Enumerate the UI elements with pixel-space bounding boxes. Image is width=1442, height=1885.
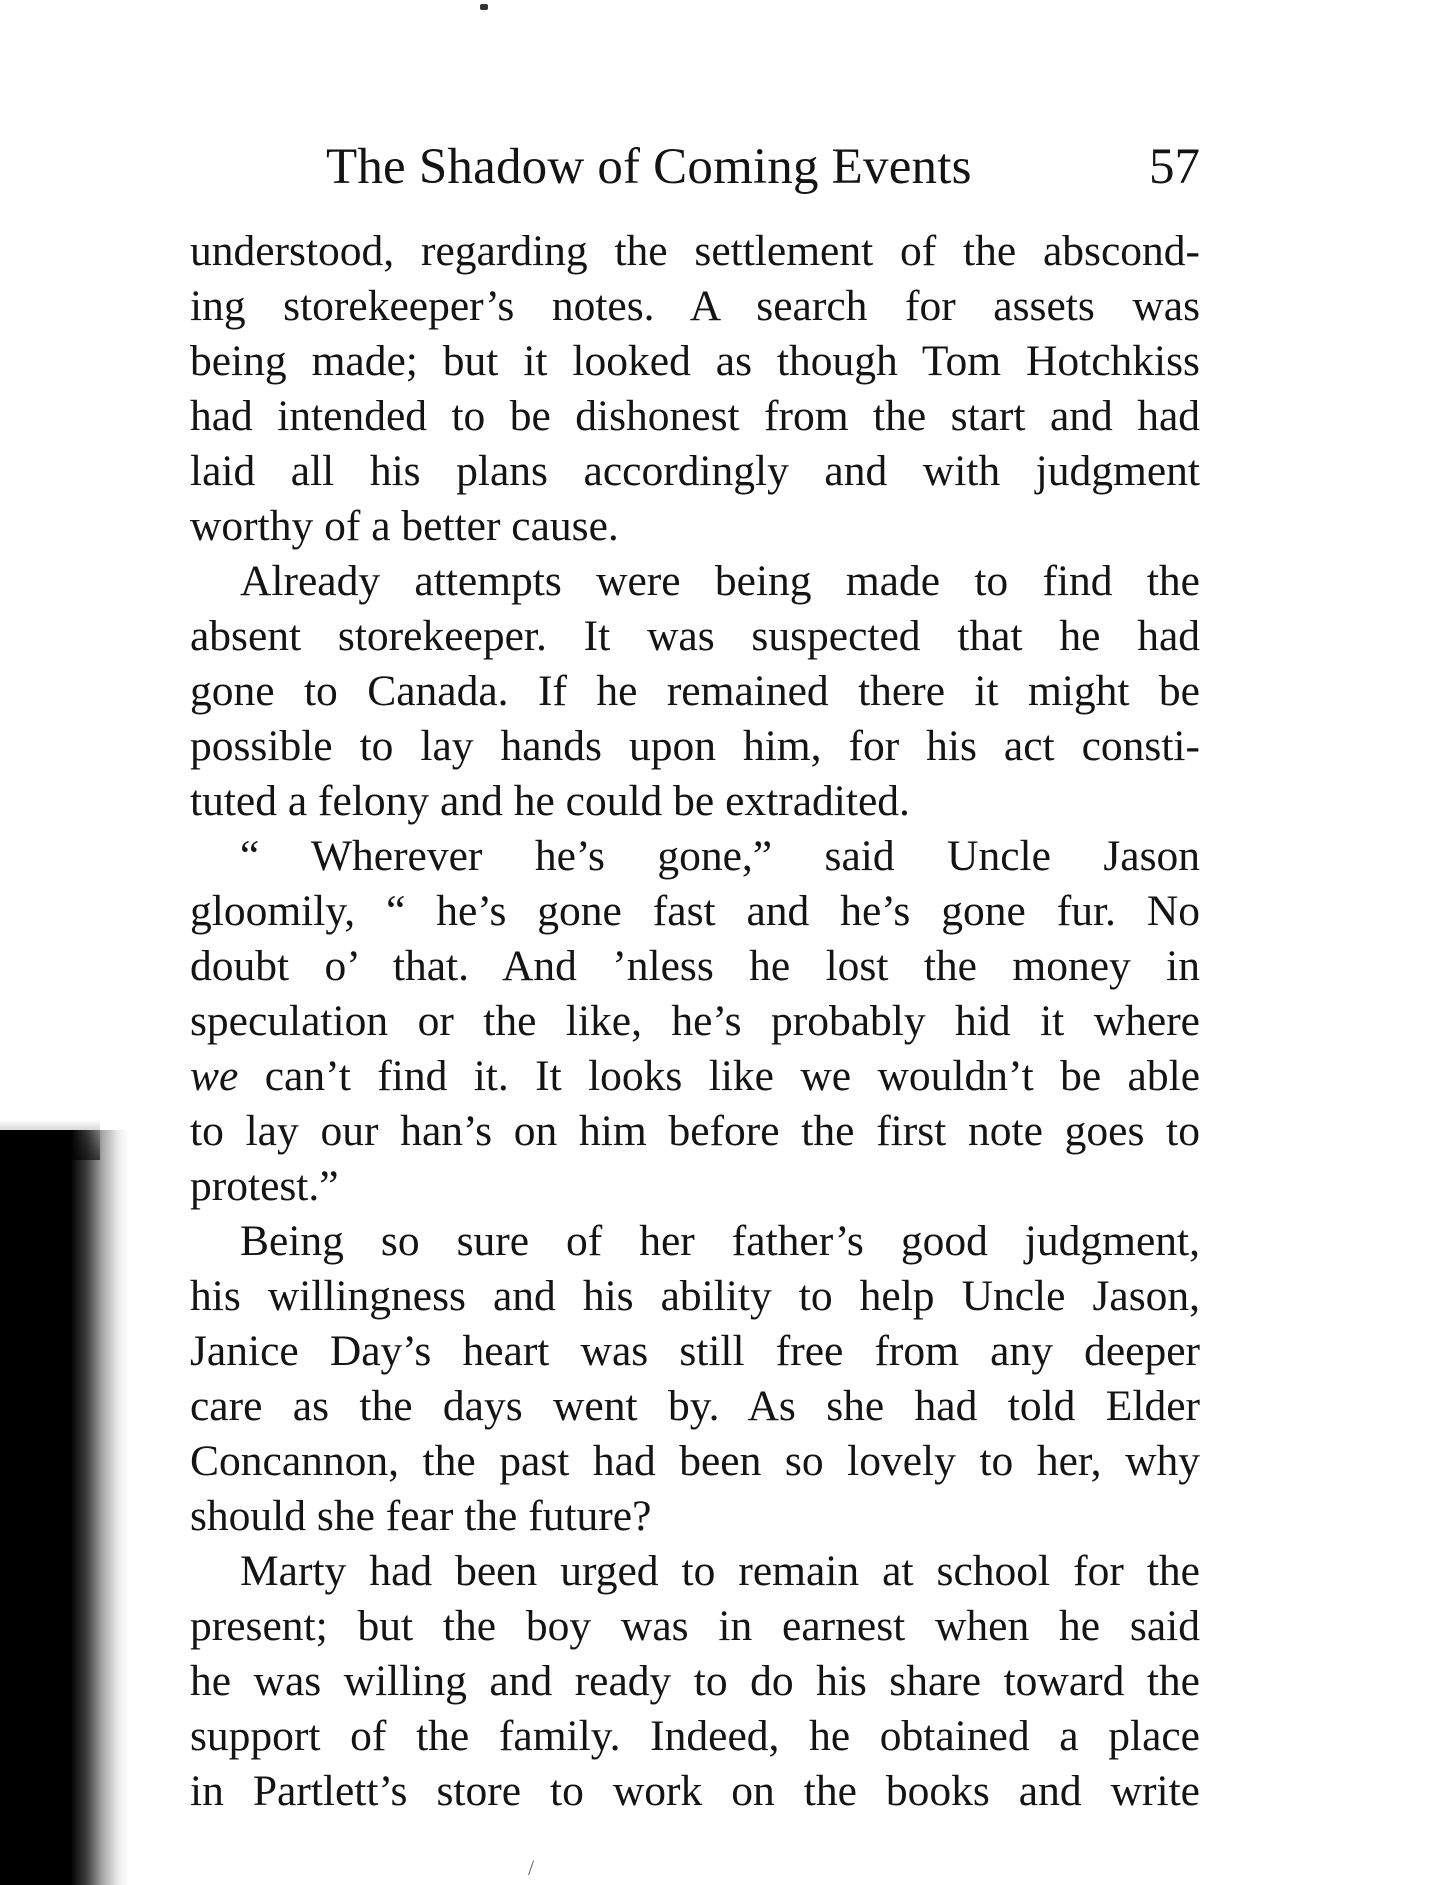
text-line: care as the days went by. As she had told Elder — [190, 1382, 1200, 1430]
text-line: Concannon, the past had been so lovely to her, why — [190, 1437, 1200, 1485]
italic-word: we — [190, 1052, 239, 1100]
chapter-title: The Shadow of Coming Events — [326, 139, 972, 195]
scan-mark — [480, 4, 488, 10]
text-line: to lay our han’s on him before the first note goes to — [190, 1107, 1200, 1155]
text-line: Marty had been urged to remain at school for the — [240, 1547, 1200, 1595]
text-line: Being so sure of her father’s good judgment, — [240, 1217, 1200, 1265]
text-line: he was willing and ready to do his share toward the — [190, 1657, 1200, 1705]
scan-speck: / — [528, 1855, 535, 1880]
page-number: 57 — [1149, 139, 1200, 195]
text-line: absent storekeeper. It was suspected that he had — [190, 612, 1200, 660]
text-line: should she fear the future? — [190, 1492, 652, 1540]
text-line: present; but the boy was in earnest when he said — [190, 1602, 1200, 1650]
text-line-rest: can’t find it. It looks like we wouldn’t be able — [264, 1052, 1200, 1100]
text-line: speculation or the like, he’s probably hid it where — [190, 997, 1200, 1045]
text-line: laid all his plans accordingly and with judgment — [190, 447, 1200, 495]
running-head — [190, 138, 1200, 198]
text-line: his willingness and his ability to help Uncle Jason, — [190, 1272, 1200, 1320]
text-line: gone to Canada. If he remained there it might be — [190, 667, 1200, 715]
text-line: worthy of a better cause. — [190, 502, 619, 550]
body-text — [190, 224, 1200, 1819]
text-line-with-italic — [190, 1049, 1200, 1104]
text-line: Already attempts were being made to find the — [240, 557, 1200, 605]
text-line: gloomily, “ he’s gone fast and he’s gone fur. No — [190, 887, 1200, 935]
text-line: understood, regarding the settlement of the abscond- — [190, 227, 1200, 275]
text-line: “ Wherever he’s gone,” said Uncle Jason — [240, 832, 1200, 880]
text-line: protest.” — [190, 1162, 339, 1210]
text-line: being made; but it looked as though Tom Hotchkiss — [190, 337, 1200, 385]
text-line: tuted a felony and he could be extradited. — [190, 777, 910, 825]
text-line: support of the family. Indeed, he obtained a place — [190, 1712, 1200, 1760]
text-line: Janice Day’s heart was still free from any deeper — [190, 1327, 1200, 1375]
text-line: had intended to be dishonest from the start and had — [190, 392, 1200, 440]
text-line: possible to lay hands upon him, for his act consti- — [190, 722, 1200, 770]
text-line: in Partlett’s store to work on the books and write — [190, 1767, 1200, 1815]
text-line: ing storekeeper’s notes. A search for assets was — [190, 282, 1200, 330]
binding-shadow — [0, 1130, 128, 1885]
text-line: doubt o’ that. And ’nless he lost the money in — [190, 942, 1200, 990]
